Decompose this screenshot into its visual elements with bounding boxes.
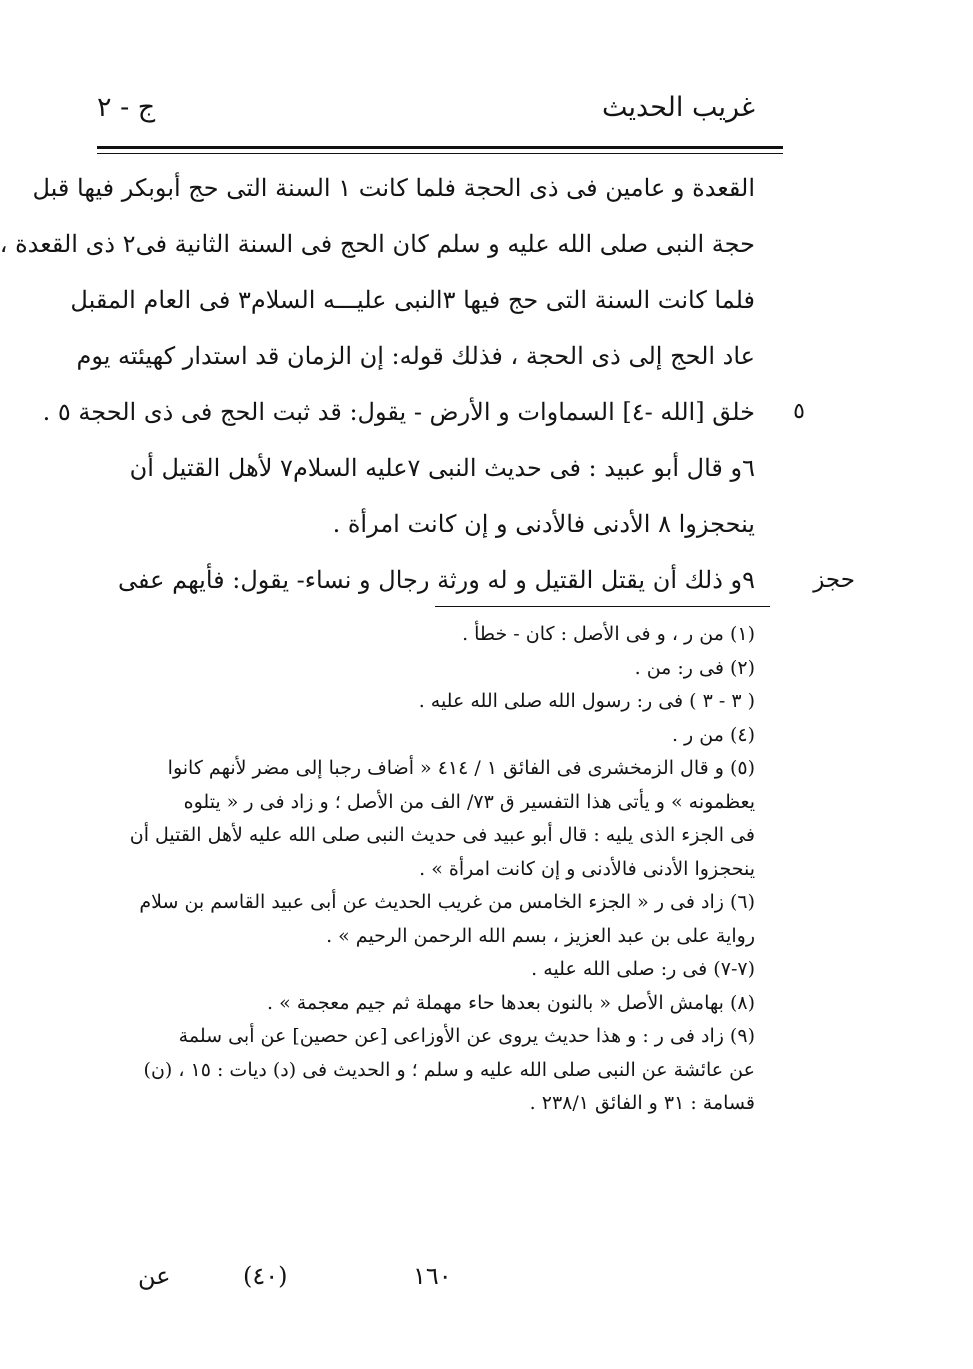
footnote-line: فى الجزء الذى يليه : قال أبو عبيد فى حديث النبى صلى الله عليه لأهل القتيل أن [129, 824, 755, 846]
footnotes [110, 618, 755, 1121]
footnote-line: رواية على بن عبد العزيز ، بسم الله الرحمن الرحيم » . [326, 924, 755, 947]
text-line: ٦و قال أبو عبيد : فى حديث النبى ٧عليه السلام٧ لأهل القتيل أن [129, 454, 755, 482]
text-line: ٩و ذلك أن يقتل القتيل و له ورثة رجال و نساء- يقول: فأيهم عفى [118, 566, 755, 594]
main-text [0, 160, 755, 608]
page-folio: ١٦٠ [413, 1262, 452, 1290]
footnote-line: (٥) و قال الزمخشرى فى الفائق ١ / ٤١٤ « أضاف رجبا إلى مضر لأنهم كانوا [167, 757, 755, 779]
footnote-separator [435, 606, 770, 607]
section-number: (٤٠) [243, 1262, 288, 1290]
text-line: عاد الحج إلى ذى الحجة ، فذلك قوله: إن الزمان قد استدار كهيئته يوم [76, 342, 755, 370]
text-line: خلق [الله -٤] السماوات و الأرض - يقول: قد ثبت الحج فى ذى الحجة ٥ . [42, 398, 755, 426]
footnote-line: ( ٣ - ٣ ) فى ر: رسول الله صلى الله عليه . [418, 690, 755, 712]
header-rule-thin [97, 153, 783, 154]
footnote-line: (٩) زاد فى ر : و هذا حديث يروى عن الأوزاعى [عن حصين] عن أبى سلمة [178, 1025, 755, 1047]
footnote-line: (١) من ر ، و فى الأصل : كان - خطأ . [462, 623, 755, 645]
footnote-line: يعظمونه » و يأتى هذا التفسير ق ٧٣/ الف من الأصل ؛ و زاد فى ر « يتلوه [183, 790, 755, 813]
running-head-title: غريب الحديث [602, 92, 755, 123]
footnote-line: (٧-٧) فى ر: صلى الله عليه . [531, 958, 755, 980]
header-rule [97, 146, 783, 149]
margin-keyword: حجز [813, 567, 855, 593]
volume-number: ج - ٢ [97, 92, 156, 123]
line-number-marker: ٥ [793, 399, 805, 424]
catchword: عن [138, 1262, 171, 1290]
text-line: فلما كانت السنة التى حج فيها ٣النبى عليـــه السلام٣ فى العام المقبل [70, 286, 755, 314]
footnote-line: ينحجزوا الأدنى فالأدنى و إن كانت امرأة » . [419, 857, 755, 880]
text-line: القعدة و عامين فى ذى الحجة فلما كانت ١ السنة التى حج أبوبكر فيها قبل [32, 174, 755, 202]
footnote-line: (٨) بهامش الأصل « بالنون بعدها حاء مهملة ثم جيم معجمة » . [267, 991, 755, 1014]
footnote-line: (٢) فى ر: من . [634, 656, 755, 679]
footnote-line: (٦) زاد فى ر « الجزء الخامس من غريب الحديث عن أبى عبيد القاسم بن سلام [139, 891, 755, 913]
footnote-line: (٤) من ر . [671, 723, 755, 746]
footnote-line: عن عائشة عن النبى صلى الله عليه و سلم ؛ و الحديث فى (د) ديات : ١٥ ، (ن) [143, 1058, 755, 1081]
footnote-line: قسامة : ٣١ و الفائق ٢٣٨/١ . [529, 1092, 755, 1114]
text-line: ينحجزوا ٨ الأدنى فالأدنى و إن كانت امرأة . [332, 510, 755, 538]
text-line: حجة النبى صلى الله عليه و سلم كان الحج فى السنة الثانية فى٢ ذى القعدة ، [0, 230, 755, 258]
